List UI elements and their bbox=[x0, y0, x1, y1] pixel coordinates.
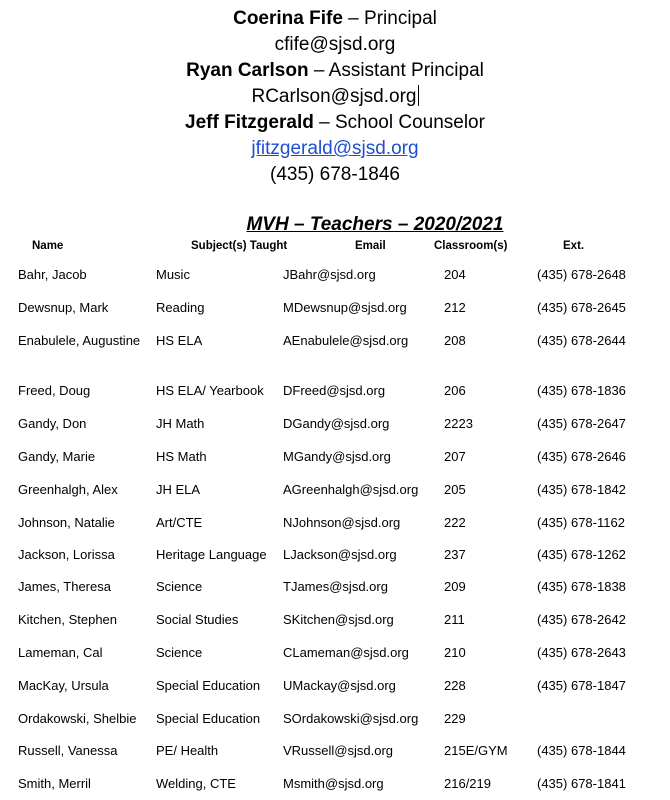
text-cursor bbox=[418, 85, 419, 106]
cell-ext: (435) 678-1262 bbox=[537, 547, 626, 562]
counselor-line bbox=[0, 110, 670, 136]
cell-ext: (435) 678-1162 bbox=[537, 515, 625, 530]
cell-subject: Social Studies bbox=[156, 612, 239, 627]
cell-subject: PE/ Health bbox=[156, 743, 219, 758]
principal-email: cfife@sjsd.org bbox=[274, 34, 396, 55]
cell-ext: (435) 678-1841 bbox=[537, 776, 626, 791]
cell-ext: (435) 678-1838 bbox=[537, 579, 626, 594]
assistant-principal-line bbox=[0, 58, 670, 84]
cell-subject: Art/CTE bbox=[156, 515, 203, 530]
separator: – bbox=[342, 8, 365, 29]
cell-email: LJackson@sjsd.org bbox=[283, 547, 397, 562]
cell-ext: (435) 678-2646 bbox=[537, 449, 626, 464]
cell-subject: JH ELA bbox=[156, 482, 201, 497]
cell-subject: Welding, CTE bbox=[156, 776, 236, 791]
cell-subject: Music bbox=[156, 267, 190, 282]
cell-email: MDewsnup@sjsd.org bbox=[283, 300, 407, 315]
cell-email: MGandy@sjsd.org bbox=[283, 449, 391, 464]
cell-email: NJohnson@sjsd.org bbox=[283, 515, 401, 530]
cell-ext: (435) 678-1842 bbox=[537, 482, 626, 497]
cell-ext: (435) 678-2643 bbox=[537, 645, 626, 660]
cell-name: Kitchen, Stephen bbox=[18, 612, 118, 627]
cell-subject: Heritage Language bbox=[156, 547, 267, 562]
cell-email: AGreenhalgh@sjsd.org bbox=[283, 482, 419, 497]
cell-email: VRussell@sjsd.org bbox=[283, 743, 394, 758]
cell-classroom: 207 bbox=[444, 449, 466, 464]
cell-name: Greenhalgh, Alex bbox=[18, 482, 118, 497]
cell-email: JBahr@sjsd.org bbox=[283, 267, 376, 282]
cell-subject: HS Math bbox=[156, 449, 207, 464]
assistant-principal-email-line bbox=[0, 84, 670, 110]
counselor-role: School Counselor bbox=[334, 112, 485, 133]
cell-ext: (435) 678-1836 bbox=[537, 383, 626, 398]
cell-classroom: 206 bbox=[444, 383, 466, 398]
counselor-name: Jeff Fitzgerald bbox=[185, 112, 314, 133]
cell-subject: Reading bbox=[156, 300, 205, 315]
cell-subject: HS ELA/ Yearbook bbox=[156, 383, 264, 398]
cell-classroom: 204 bbox=[444, 267, 466, 282]
cell-ext: (435) 678-2644 bbox=[537, 333, 626, 348]
cell-email: DGandy@sjsd.org bbox=[283, 416, 390, 431]
cell-email: SOrdakowski@sjsd.org bbox=[283, 711, 419, 726]
col-header-subject: Subject(s) Taught bbox=[191, 240, 288, 252]
cell-name: Johnson, Natalie bbox=[18, 515, 115, 530]
cell-email: AEnabulele@sjsd.org bbox=[283, 333, 409, 348]
cell-classroom: 237 bbox=[444, 547, 466, 562]
cell-classroom: 205 bbox=[444, 482, 466, 497]
cell-name: Gandy, Marie bbox=[18, 449, 96, 464]
assistant-principal-role: Assistant Principal bbox=[328, 60, 484, 81]
cell-classroom: 2223 bbox=[444, 416, 473, 431]
cell-classroom: 211 bbox=[444, 612, 465, 627]
cell-email: DFreed@sjsd.org bbox=[283, 383, 386, 398]
cell-email: UMackay@sjsd.org bbox=[283, 678, 396, 693]
cell-classroom: 209 bbox=[444, 579, 466, 594]
col-header-classroom: Classroom(s) bbox=[434, 240, 508, 252]
cell-subject: HS ELA bbox=[156, 333, 203, 348]
cell-name: Enabulele, Augustine bbox=[18, 333, 141, 348]
cell-email: CLameman@sjsd.org bbox=[283, 645, 409, 660]
cell-email: SKitchen@sjsd.org bbox=[283, 612, 394, 627]
counselor-email-link[interactable]: jfitzgerald@sjsd.org bbox=[251, 138, 419, 159]
teachers-title: MVH – Teachers – 2020/2021 bbox=[246, 214, 504, 235]
cell-ext: (435) 678-1844 bbox=[537, 743, 626, 758]
cell-name: Lameman, Cal bbox=[18, 645, 103, 660]
cell-subject: JH Math bbox=[156, 416, 205, 431]
main-phone: (435) 678-1846 bbox=[270, 164, 400, 185]
cell-email: TJames@sjsd.org bbox=[283, 579, 388, 594]
col-header-name: Name bbox=[32, 240, 64, 252]
cell-name: Ordakowski, Shelbie bbox=[18, 711, 137, 726]
cell-classroom: 222 bbox=[444, 515, 466, 530]
assistant-principal-name: Ryan Carlson bbox=[186, 60, 309, 81]
staff-header bbox=[0, 6, 670, 188]
separator: – bbox=[313, 112, 335, 133]
cell-classroom: 215E/GYM bbox=[444, 743, 508, 758]
cell-classroom: 216/219 bbox=[444, 776, 491, 791]
col-header-ext: Ext. bbox=[563, 240, 585, 252]
principal-role: Principal bbox=[364, 8, 437, 29]
cell-classroom: 228 bbox=[444, 678, 466, 693]
cell-name: Jackson, Lorissa bbox=[18, 547, 115, 562]
cell-ext: (435) 678-2642 bbox=[537, 612, 626, 627]
table-header bbox=[0, 240, 670, 258]
col-header-email: Email bbox=[355, 240, 386, 252]
cell-classroom: 210 bbox=[444, 645, 466, 660]
cell-name: Russell, Vanessa bbox=[18, 743, 118, 758]
counselor-email-line bbox=[0, 136, 670, 162]
cell-subject: Science bbox=[156, 645, 203, 660]
cell-name: Smith, Merril bbox=[18, 776, 91, 791]
cell-subject: Special Education bbox=[156, 711, 261, 726]
cell-ext: (435) 678-2647 bbox=[537, 416, 626, 431]
cell-ext: (435) 678-2648 bbox=[537, 267, 626, 282]
cell-subject: Science bbox=[156, 579, 203, 594]
cell-name: Gandy, Don bbox=[18, 416, 87, 431]
cell-name: Dewsnup, Mark bbox=[18, 300, 109, 315]
cell-classroom: 212 bbox=[444, 300, 466, 315]
separator: – bbox=[308, 60, 329, 81]
cell-name: Bahr, Jacob bbox=[18, 267, 87, 282]
cell-subject: Special Education bbox=[156, 678, 261, 693]
cell-name: MacKay, Ursula bbox=[18, 678, 109, 693]
cell-name: James, Theresa bbox=[18, 579, 111, 594]
cell-ext: (435) 678-1847 bbox=[537, 678, 626, 693]
principal-line bbox=[0, 6, 670, 32]
cell-email: Msmith@sjsd.org bbox=[283, 776, 384, 791]
principal-name: Coerina Fife bbox=[233, 8, 343, 29]
cell-classroom: 229 bbox=[444, 711, 466, 726]
cell-ext: (435) 678-2645 bbox=[537, 300, 626, 315]
assistant-principal-email: RCarlson@sjsd.org bbox=[251, 86, 417, 107]
cell-name: Freed, Doug bbox=[18, 383, 91, 398]
cell-classroom: 208 bbox=[444, 333, 466, 348]
